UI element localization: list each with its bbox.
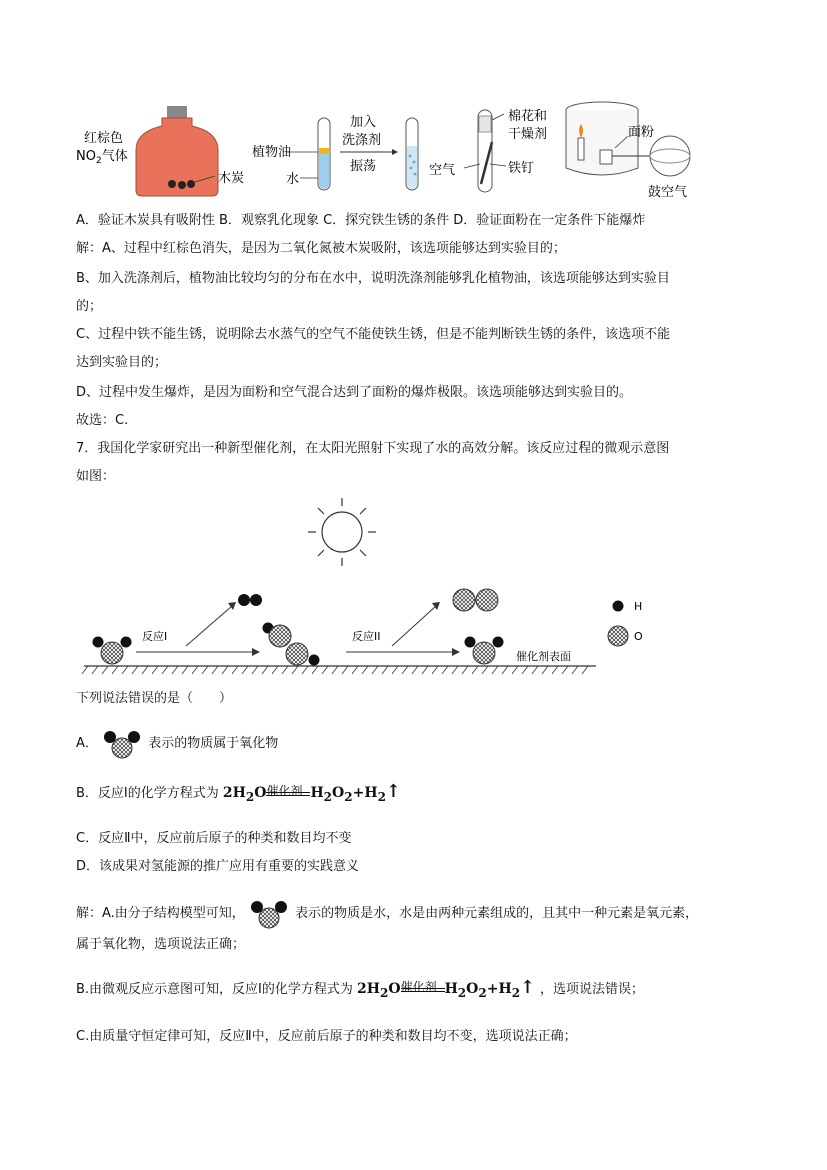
oxygen-molecule <box>453 589 498 611</box>
option-b <box>76 772 401 812</box>
surface-hatch <box>352 666 358 674</box>
option-b-text: B．反应Ⅰ的化学方程式为 <box>76 786 219 801</box>
surface-hatch <box>542 666 548 674</box>
question7-stem: 7．我国化学家研究出一种新型催化剂，在太阳光照射下实现了水的高效分解。该反应过程的微观示意图 <box>76 441 670 456</box>
surface-hatch <box>152 666 158 674</box>
solution7-a: 解：A.由分子结构模型可知， 表示的物质是水，水是由两种元素组成的，且其中一种元素是氧元素， <box>76 896 698 932</box>
reaction-diagram <box>76 490 676 676</box>
solution7-c: C.由质量守恒定律可知，反应Ⅱ中，反应前后原子的种类和数目均不变，选项说法正确； <box>76 1029 577 1044</box>
surface-hatch <box>342 666 348 674</box>
surface-hatch <box>332 666 338 674</box>
surface-hatch <box>122 666 128 674</box>
question6-options: A．验证木炭具有吸附性 B．观察乳化现象 C．探究铁生锈的条件 D．验证面粉在一定条件下能爆炸 <box>76 213 646 228</box>
option-a-text: 表示的物质属于氧化物 <box>148 736 279 751</box>
question7-prompt: 下列说法错误的是（ ） <box>76 691 233 706</box>
surface-hatch <box>162 666 168 674</box>
label-charcoal: 木炭 <box>218 171 245 186</box>
catalyst-label: 催化剂 <box>266 784 303 798</box>
water-molecule-icon <box>102 728 144 760</box>
surface-hatch <box>502 666 508 674</box>
surface-hatch <box>362 666 368 674</box>
solution6-line: B、加入洗涤剂后，植物油比较均匀的分布在水中，说明洗涤剂能够乳化植物油，该选项能够达到实验目 <box>76 271 670 286</box>
surface-hatch <box>262 666 268 674</box>
surface-hatch <box>452 666 458 674</box>
label-flour: 面粉 <box>628 125 655 140</box>
legend-o-label: O <box>634 630 643 643</box>
label-detergent: 洗涤剂 <box>342 133 382 148</box>
label-red-brown: 红棕色 <box>84 131 124 146</box>
label-no2-gas: $NO_2$气体 <box>76 149 128 166</box>
surface-hatch <box>222 666 228 674</box>
label-add: 加入 <box>350 115 377 130</box>
hydrogen-molecule <box>238 594 262 606</box>
surface-hatch <box>442 666 448 674</box>
surface-hatch <box>172 666 178 674</box>
option-c: C．反应Ⅱ中，反应前后原子的种类和数目均不变 <box>76 831 352 846</box>
surface-hatch <box>532 666 538 674</box>
surface-hatch <box>562 666 568 674</box>
water-molecule <box>93 637 132 665</box>
catalyst-label: 催化剂 <box>400 980 437 994</box>
label-reaction1: 反应I <box>142 630 168 643</box>
label-cotton: 棉花和 <box>508 109 548 124</box>
water-molecule-icon <box>249 898 291 930</box>
legend-h-atom <box>613 601 624 612</box>
sun-icon <box>308 498 376 566</box>
surface-hatch <box>302 666 308 674</box>
chemical-equation: $2H_2O$ 催化剂 $H_2O_2+H_2↑$ <box>357 981 540 997</box>
surface-hatch <box>402 666 408 674</box>
solution6-line: 达到实验目的； <box>76 355 168 370</box>
surface-hatch <box>552 666 558 674</box>
label-catalyst-surface: 催化剂表面 <box>516 650 571 663</box>
water-molecule <box>465 637 504 665</box>
no2-bottle <box>136 106 218 196</box>
legend <box>608 600 643 646</box>
surface-hatch <box>272 666 278 674</box>
emulsion-tube-after <box>406 118 418 190</box>
surface-hatch <box>372 666 378 674</box>
surface-hatch <box>82 666 88 674</box>
label-nail: 铁钉 <box>508 161 535 176</box>
surface-hatch <box>392 666 398 674</box>
surface-hatch <box>462 666 468 674</box>
solution6-line: C、过程中铁不能生锈，说明除去水蒸气的空气不能使铁生锈，但是不能判断铁生锈的条件，该选项不能 <box>76 327 671 342</box>
surface-hatch <box>252 666 258 674</box>
surface-hatch <box>582 666 588 674</box>
surface-hatch <box>112 666 118 674</box>
surface-hatch <box>432 666 438 674</box>
label-oil: 植物油 <box>252 145 292 160</box>
label-blow-air: 鼓空气 <box>648 185 688 200</box>
hydrogen-peroxide-molecule <box>263 623 320 666</box>
surface-hatch <box>472 666 478 674</box>
surface-hatch <box>102 666 108 674</box>
label-water: 水 <box>286 172 300 187</box>
surface-hatch <box>312 666 318 674</box>
label-desiccant: 干燥剂 <box>508 127 548 142</box>
surface-hatch <box>202 666 208 674</box>
surface-hatch <box>382 666 388 674</box>
surface-hatch <box>182 666 188 674</box>
solution7-a-cont: 属于氧化物，选项说法正确； <box>76 937 246 952</box>
surface-hatch <box>422 666 428 674</box>
option-d: D．该成果对氢能源的推广应用有重要的实践意义 <box>76 859 360 874</box>
surface-hatch <box>492 666 498 674</box>
surface-hatch <box>512 666 518 674</box>
experiment-figure <box>60 96 700 206</box>
charcoal-piece <box>178 181 186 189</box>
chemical-equation: $2H_2O$ 催化剂 $H_2O_2+H_2↑$ <box>223 785 401 801</box>
option-a-label: A． <box>76 736 98 751</box>
solution6-line: 解：A、过程中红棕色消失，是因为二氧化氮被木炭吸附，该选项能够达到实验目的； <box>76 241 566 256</box>
charcoal-piece <box>187 180 195 188</box>
surface-hatch <box>482 666 488 674</box>
solution6-line: 的； <box>76 299 103 314</box>
surface-hatch <box>212 666 218 674</box>
surface-hatch <box>142 666 148 674</box>
label-air: 空气 <box>429 163 456 178</box>
charcoal-piece <box>168 180 176 188</box>
legend-h-label: H <box>634 600 643 613</box>
surface-hatch <box>92 666 98 674</box>
legend-o-atom <box>608 626 628 646</box>
label-shake: 振荡 <box>350 159 377 174</box>
surface-hatch <box>322 666 328 674</box>
surface-hatch <box>192 666 198 674</box>
option-a <box>76 724 278 764</box>
rust-tube <box>464 110 506 192</box>
solution7-b: B.由微观反应示意图可知，反应Ⅰ的化学方程式为 $2H_2O$ 催化剂 $H_2O_2+H_2↑$ ，选项说法错误； <box>76 968 644 1008</box>
surface-hatch <box>232 666 238 674</box>
surface-hatch <box>282 666 288 674</box>
question7-stem-cont: 如图： <box>76 469 116 484</box>
surface-hatch <box>522 666 528 674</box>
surface-hatch <box>412 666 418 674</box>
label-reaction2: 反应II <box>352 630 381 643</box>
solution6-answer: 故选：C. <box>76 413 129 428</box>
solution6-line: D、过程中发生爆炸，是因为面粉和空气混合达到了面粉的爆炸极限。该选项能够达到实验目的。 <box>76 385 633 400</box>
surface-hatch <box>572 666 578 674</box>
surface-hatch <box>132 666 138 674</box>
surface-hatch <box>242 666 248 674</box>
surface-hatch <box>292 666 298 674</box>
